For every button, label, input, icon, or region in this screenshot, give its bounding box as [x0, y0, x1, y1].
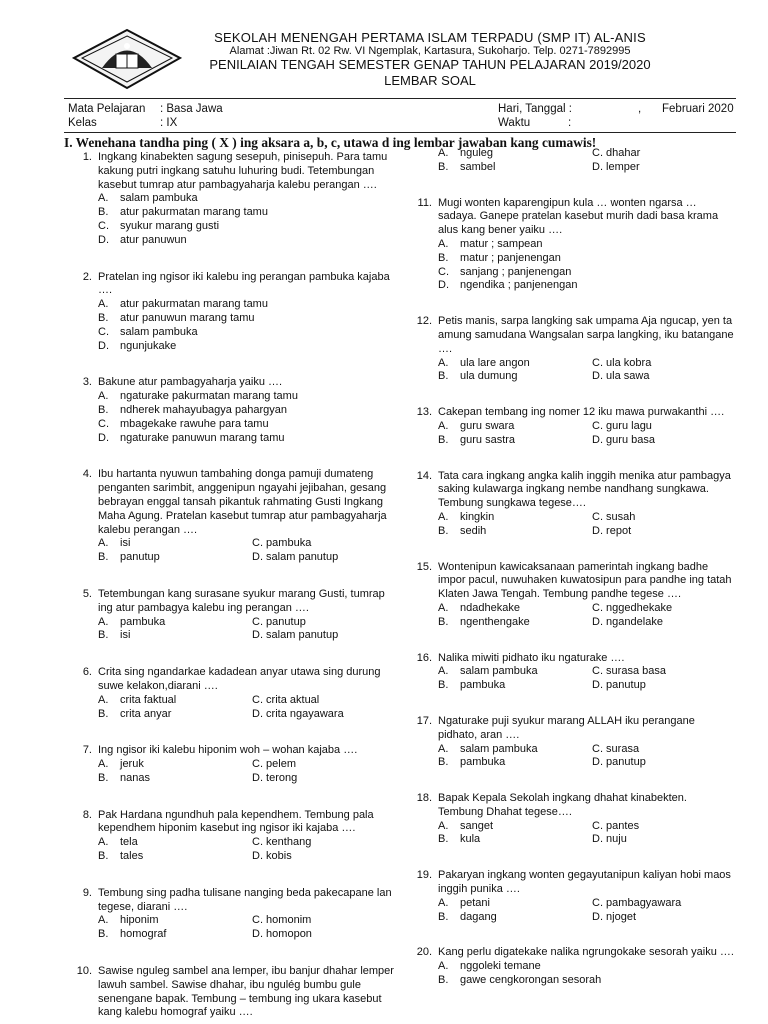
option-text-second: D. homopon [252, 928, 312, 941]
option-letter: A. [438, 960, 449, 973]
option-text: nguleg [460, 147, 494, 159]
option-letter: B. [438, 370, 449, 383]
question-number: 8. [82, 808, 92, 821]
question-number: 10. [76, 965, 92, 978]
answer-option-row [98, 192, 394, 206]
question [64, 887, 394, 942]
question-number: 15. [416, 560, 432, 573]
day-value: Februari 2020 [662, 103, 734, 115]
answer-option-row [98, 616, 394, 630]
answer-option-row [98, 432, 394, 446]
option-letter: B. [98, 928, 109, 941]
option-text: salam pambuka [460, 665, 538, 678]
option-letter: A. [438, 665, 449, 678]
option-letter: B. [438, 679, 449, 692]
sheet-title: LEMBAR SOAL [384, 73, 476, 88]
option-letter: B. [98, 403, 109, 416]
answer-option-row [438, 756, 734, 770]
option-text: ngendika ; panjenengan [460, 279, 578, 292]
answer-option-row [438, 525, 734, 539]
question-text: Bakune atur pambagyaharja yaiku …. [98, 376, 283, 389]
answer-option-row [438, 602, 734, 616]
question-text: Kang perlu digatekake nalika ngrungokake sesorah yaiku …. [438, 946, 734, 959]
option-letter: A. [98, 537, 109, 550]
question [404, 652, 734, 693]
question [404, 792, 734, 847]
answer-options [404, 665, 734, 693]
answer-options [404, 602, 734, 630]
question-text: Tembung sing padha tulisane nanging beda pakecapane lan tegese, diarani …. [98, 886, 392, 913]
question [64, 666, 394, 721]
option-letter: D. [98, 339, 109, 352]
day-comma: , [638, 103, 642, 115]
answer-option-row [438, 147, 734, 161]
option-text-second: C. dhahar [592, 147, 641, 159]
day-label: Hari, Tanggal : [498, 103, 572, 115]
answer-options [64, 836, 394, 864]
option-text: isi [120, 629, 131, 642]
option-text: hiponim [120, 914, 159, 927]
option-text: tales [120, 850, 144, 863]
option-text: atur panuwun [120, 233, 187, 246]
option-text-second: C. pambagyawara [592, 896, 682, 909]
option-letter: D. [98, 431, 109, 444]
question [404, 946, 734, 987]
answer-option-row [438, 238, 734, 252]
option-letter: A. [438, 356, 449, 369]
option-text: dagang [460, 910, 497, 923]
option-letter: D. [98, 233, 109, 246]
option-letter: B. [438, 251, 449, 264]
option-text-second: D. terong [252, 771, 298, 784]
option-letter: A. [438, 510, 449, 523]
question-text: Mugi wonten kaparengipun kula … wonten ngarsa … sadaya. Ganepe pratelan kasebut murih dadi basa krama alus kang bener yaiku …. [438, 196, 719, 237]
option-text-second: C. pelem [252, 758, 297, 771]
question [404, 869, 734, 924]
question-number: 5. [82, 587, 92, 600]
option-text: ula lare angon [460, 356, 530, 369]
option-letter: C. [438, 265, 449, 278]
option-letter: B. [438, 160, 449, 173]
option-letter: A. [98, 836, 109, 849]
question-number: 13. [416, 406, 432, 419]
option-text: atur pakurmatan marang tamu [120, 298, 268, 311]
option-text: ngaturake pakurmatan marang tamu [120, 390, 298, 403]
subject-label: Mata Pelajaran [68, 103, 146, 115]
option-text: ngunjukake [120, 339, 177, 352]
option-letter: A. [98, 192, 109, 205]
option-letter: C. [98, 325, 109, 338]
question [64, 965, 394, 1020]
question-number: 6. [82, 666, 92, 679]
option-text: homograf [120, 928, 167, 941]
option-text: petani [460, 896, 490, 909]
option-letter: B. [438, 833, 449, 846]
question [64, 809, 394, 864]
question-text: Pak Hardana ngundhuh pala kependhem. Tembung pala kependhem hiponim kasebut ing ngisor iki kajaba …. [98, 808, 374, 835]
option-text-second: C. surasa [592, 742, 640, 755]
question-number: 4. [82, 468, 92, 481]
option-text-second: C. crita aktual [252, 693, 320, 706]
option-text: mbagekake rawuhe para tamu [120, 417, 269, 430]
question-number: 20. [416, 946, 432, 959]
option-letter: D. [438, 279, 449, 292]
answer-option-row [98, 928, 394, 942]
answer-option-row [438, 679, 734, 693]
answer-option-row [98, 537, 394, 551]
answer-options [404, 960, 734, 988]
question-text: Bapak Kepala Sekolah ingkang dhahat kinabekten. Tembung Dhahat tegese…. [438, 792, 687, 818]
option-text-second: C. susah [592, 510, 636, 523]
option-letter: A. [438, 601, 449, 614]
option-text: kula [460, 833, 481, 846]
answer-options [64, 758, 394, 786]
question-text: Ingkang kinabekten sagung sesepuh, pinisepuh. Para tamu kakung putri ingkang satuhu luhuring budi. Tetembungan kasebut tumrap atur pambagyaharja kalebu perangan …. [98, 151, 388, 191]
option-text-second: D. guru basa [592, 433, 655, 446]
option-text-second: D. ngandelake [592, 615, 663, 628]
question [404, 147, 734, 175]
question-number: 9. [82, 886, 92, 899]
option-text-second: C. surasa basa [592, 665, 666, 678]
question-text: Tetembungan kang surasane syukur marang Gusti, tumrap ing atur pambagya kalebu ing perangan …. [98, 587, 385, 614]
answer-option-row [438, 665, 734, 679]
question-number: 11. [417, 196, 432, 209]
answer-option-row [438, 357, 734, 371]
option-text-second: D. nuju [592, 833, 627, 846]
option-letter: A. [98, 615, 109, 628]
option-text-second: D. njoget [592, 910, 637, 923]
option-text-second: C. pantes [592, 819, 640, 832]
option-letter: B. [98, 771, 109, 784]
option-text: crita faktual [120, 693, 177, 706]
option-letter: C. [98, 219, 109, 232]
question [404, 197, 734, 294]
answer-options [64, 616, 394, 644]
option-text: pambuka [460, 679, 506, 692]
answer-option-row [98, 418, 394, 432]
answer-option-row [438, 911, 734, 925]
answer-option-row [438, 370, 734, 384]
option-text: crita anyar [120, 707, 172, 720]
time-label: Waktu [498, 117, 531, 129]
answer-option-row [438, 743, 734, 757]
exam-title: PENILAIAN TENGAH SEMESTER GENAP TAHUN PELAJARAN 2019/2020 [209, 57, 651, 72]
answer-option-row [438, 511, 734, 525]
option-text: syukur marang gusti [120, 219, 220, 232]
answer-option-row [438, 820, 734, 834]
question-text: Ibu hartanta nyuwun tambahing donga pamuji dumateng penganten sarimbit, anggenipun ngayahi jejibahan, gesang bebrayan enggal tansah pikantuk rahmating Gusti Ingkang Maha Agung. Pratelan kasebut tumrap atur pambagyaharja kalebu perangan …. [98, 468, 387, 536]
option-text: nggoleki temane [460, 960, 541, 973]
subject-value: : Basa Jawa [160, 103, 223, 115]
option-text: ndadhekake [460, 601, 520, 614]
option-letter: B. [438, 910, 449, 923]
instruction: I. Wenehana tandha ping ( X ) ing aksara a, b, c, utawa d ing lembar jawaban kang cumawis! [64, 135, 597, 150]
answer-options [404, 511, 734, 539]
question [64, 271, 394, 354]
answer-options [404, 897, 734, 925]
question [404, 715, 734, 770]
answer-option-row [438, 161, 734, 175]
answer-option-row [438, 833, 734, 847]
answer-option-row [98, 298, 394, 312]
answer-option-row [438, 897, 734, 911]
answer-options [64, 192, 394, 247]
question-number: 18. [416, 792, 432, 805]
answer-option-row [98, 390, 394, 404]
option-text: atur panuwun marang tamu [120, 311, 255, 324]
question [404, 315, 734, 384]
answer-options [64, 914, 394, 942]
answer-options [404, 420, 734, 448]
option-text-second: C. pambuka [252, 537, 312, 550]
answer-option-row [98, 206, 394, 220]
option-text: tela [120, 836, 138, 849]
option-letter: A. [438, 819, 449, 832]
option-text: salam pambuka [120, 192, 198, 205]
question-number: 2. [82, 270, 92, 283]
option-letter: B. [98, 311, 109, 324]
answer-option-row [98, 551, 394, 565]
option-text: guru sastra [460, 433, 516, 446]
option-text: salam pambuka [460, 742, 538, 755]
school-name: SEKOLAH MENENGAH PERTAMA ISLAM TERPADU (SMP IT) AL-ANIS [214, 30, 646, 45]
answer-option-row [438, 266, 734, 280]
option-text: panutup [120, 551, 160, 564]
question-text: Ing ngisor iki kalebu hiponim woh – wohan kajaba …. [98, 744, 358, 757]
option-text: matur ; sampean [460, 237, 543, 250]
question [64, 588, 394, 643]
question-number: 19. [416, 869, 432, 882]
option-letter: A. [98, 298, 109, 311]
answer-option-row [98, 404, 394, 418]
question-number: 12. [416, 315, 432, 328]
option-text: nanas [120, 771, 150, 784]
question-text: Pratelan ing ngisor iki kalebu ing perangan pambuka kajaba …. [98, 270, 390, 297]
answer-option-row [98, 758, 394, 772]
option-letter: A. [438, 237, 449, 250]
option-letter: B. [98, 707, 109, 720]
answer-option-row [438, 252, 734, 266]
question-number: 3. [82, 376, 92, 389]
option-text: ndherek mahayubagya pahargyan [120, 403, 287, 416]
option-text: jeruk [120, 758, 144, 771]
answer-option-row [98, 340, 394, 354]
option-letter: A. [98, 758, 109, 771]
option-text-second: D. crita ngayawara [252, 707, 344, 720]
option-letter: B. [98, 206, 109, 219]
question-text: Petis manis, sarpa langking sak umpama Aja ngucap, yen ta amung samudana Wangsalan sarpa langking, iku batangane …. [438, 315, 734, 355]
answer-options [64, 537, 394, 565]
answer-options [64, 298, 394, 353]
question [64, 468, 394, 565]
answer-option-row [438, 616, 734, 630]
option-text: sambel [460, 160, 496, 173]
option-text: salam pambuka [120, 325, 198, 338]
option-text-second: D. ula sawa [592, 370, 650, 383]
class-value: : IX [160, 117, 178, 129]
answer-option-row [98, 914, 394, 928]
option-text: ula dumung [460, 370, 518, 383]
question [404, 561, 734, 630]
option-letter: A. [98, 914, 109, 927]
answer-option-row [98, 772, 394, 786]
option-text-second: C. panutup [252, 615, 306, 628]
answer-option-row [438, 420, 734, 434]
school-address: Alamat :Jiwan Rt. 02 Rw. VI Ngemplak, Kartasura, Sukoharjo. Telp. 0271-7892995 [229, 45, 631, 57]
option-letter: B. [98, 551, 109, 564]
option-letter: A. [438, 419, 449, 432]
answer-option-row [438, 279, 734, 293]
question-text: Sawise nguleg sambel ana lemper, ibu banjur dhahar lemper lawuh sambel. Sawise dhahar, ibu ngulég bumbu gule senengane bapak. Tembung – tembung ing ukara kasebut kang kalebu homograf yaiku …. [98, 965, 394, 1019]
option-letter: A. [98, 390, 109, 403]
option-text-second: D. lemper [592, 160, 640, 173]
question-number: 1. [82, 151, 92, 163]
option-text: isi [120, 537, 131, 550]
option-text: pambuka [460, 756, 506, 769]
header-divider [64, 98, 736, 99]
option-letter: A. [438, 147, 449, 159]
option-text-second: D. repot [592, 524, 632, 537]
question-number: 7. [82, 744, 92, 757]
question-number: 16. [416, 651, 432, 664]
answer-options [404, 743, 734, 771]
option-letter: A. [438, 896, 449, 909]
answer-option-row [98, 234, 394, 248]
option-letter: B. [98, 850, 109, 863]
question [64, 376, 394, 445]
option-text: atur pakurmatan marang tamu [120, 206, 268, 219]
question [404, 470, 734, 539]
option-letter: B. [438, 974, 449, 987]
answer-options [404, 357, 734, 385]
question [64, 744, 394, 785]
answer-option-row [438, 974, 734, 988]
time-colon: : [568, 117, 572, 129]
answer-option-row [98, 708, 394, 722]
option-text: sanget [460, 819, 494, 832]
question-text: Nalika miwiti pidhato iku ngaturake …. [438, 651, 625, 664]
answer-option-row [438, 434, 734, 448]
question-text: Wontenipun kawicaksanaan pamerintah ingkang badhe impor pacul, nuwuhaken kuwatosipun para pandhe ing tatah Klaten Jawa Tengah. Tembung pandhe tegese …. [438, 560, 732, 601]
option-text-second: C. guru lagu [592, 419, 652, 432]
class-label: Kelas [68, 117, 97, 129]
option-letter: B. [438, 615, 449, 628]
question [64, 151, 394, 248]
option-text-second: D. salam panutup [252, 629, 339, 642]
option-letter: C. [98, 417, 109, 430]
question-number: 17. [416, 714, 432, 727]
answer-options [64, 390, 394, 445]
option-text-second: C. homonim [252, 914, 312, 927]
question [404, 406, 734, 447]
answer-option-row [98, 694, 394, 708]
option-letter: B. [98, 629, 109, 642]
option-text-second: D. panutup [592, 756, 646, 769]
option-letter: B. [438, 524, 449, 537]
option-text: guru swara [460, 419, 515, 432]
answer-option-row [98, 629, 394, 643]
option-text: kingkin [460, 510, 495, 523]
answer-option-row [98, 312, 394, 326]
option-text-second: D. panutup [592, 679, 646, 692]
answer-option-row [98, 850, 394, 864]
answer-option-row [98, 326, 394, 340]
answer-option-row [98, 836, 394, 850]
option-text: pambuka [120, 615, 166, 628]
option-text-second: D. salam panutup [252, 551, 339, 564]
option-letter: B. [438, 756, 449, 769]
option-text-second: C. kenthang [252, 836, 312, 849]
questions-left-column [64, 151, 394, 1020]
option-text: matur ; panjenengan [460, 251, 561, 264]
option-text: sedih [460, 524, 487, 537]
option-letter: A. [98, 693, 109, 706]
answer-option-row [98, 220, 394, 234]
option-text-second: C. nggedhekake [592, 601, 673, 614]
option-text-second: D. kobis [252, 850, 292, 863]
question-text: Crita sing ngandarkae kadadean anyar utawa sing durung suwe kelakon,diarani …. [98, 666, 381, 692]
answer-options [404, 147, 734, 175]
option-letter: B. [438, 433, 449, 446]
option-letter: A. [438, 742, 449, 755]
question-text: Ngaturake puji syukur marang ALLAH iku perangane pidhato, aran …. [438, 714, 695, 741]
question-text: Cakepan tembang ing nomer 12 iku mawa purwakanthi …. [438, 406, 725, 419]
question-text: Tata cara ingkang angka kalih inggih menika atur pambagya saking kulawarga ingkang nembe nandhang sungkawa. Tembung sungkawa tegese…. [438, 469, 731, 510]
meta-divider [64, 132, 736, 133]
questions-right-column [404, 147, 734, 988]
option-text: ngenthengake [460, 615, 530, 628]
answer-option-row [438, 960, 734, 974]
answer-options [64, 694, 394, 722]
answer-options [404, 238, 734, 293]
answer-options [404, 820, 734, 848]
option-text: ngaturake panuwun marang tamu [120, 431, 285, 444]
option-text: sanjang ; panjenengan [460, 265, 572, 278]
option-text: gawe cengkorongan sesorah [460, 974, 602, 987]
option-text-second: C. ula kobra [592, 356, 652, 369]
question-text: Pakaryan ingkang wonten gegayutanipun kaliyan hobi maos inggih punika …. [438, 869, 731, 896]
question-number: 14. [416, 469, 432, 482]
